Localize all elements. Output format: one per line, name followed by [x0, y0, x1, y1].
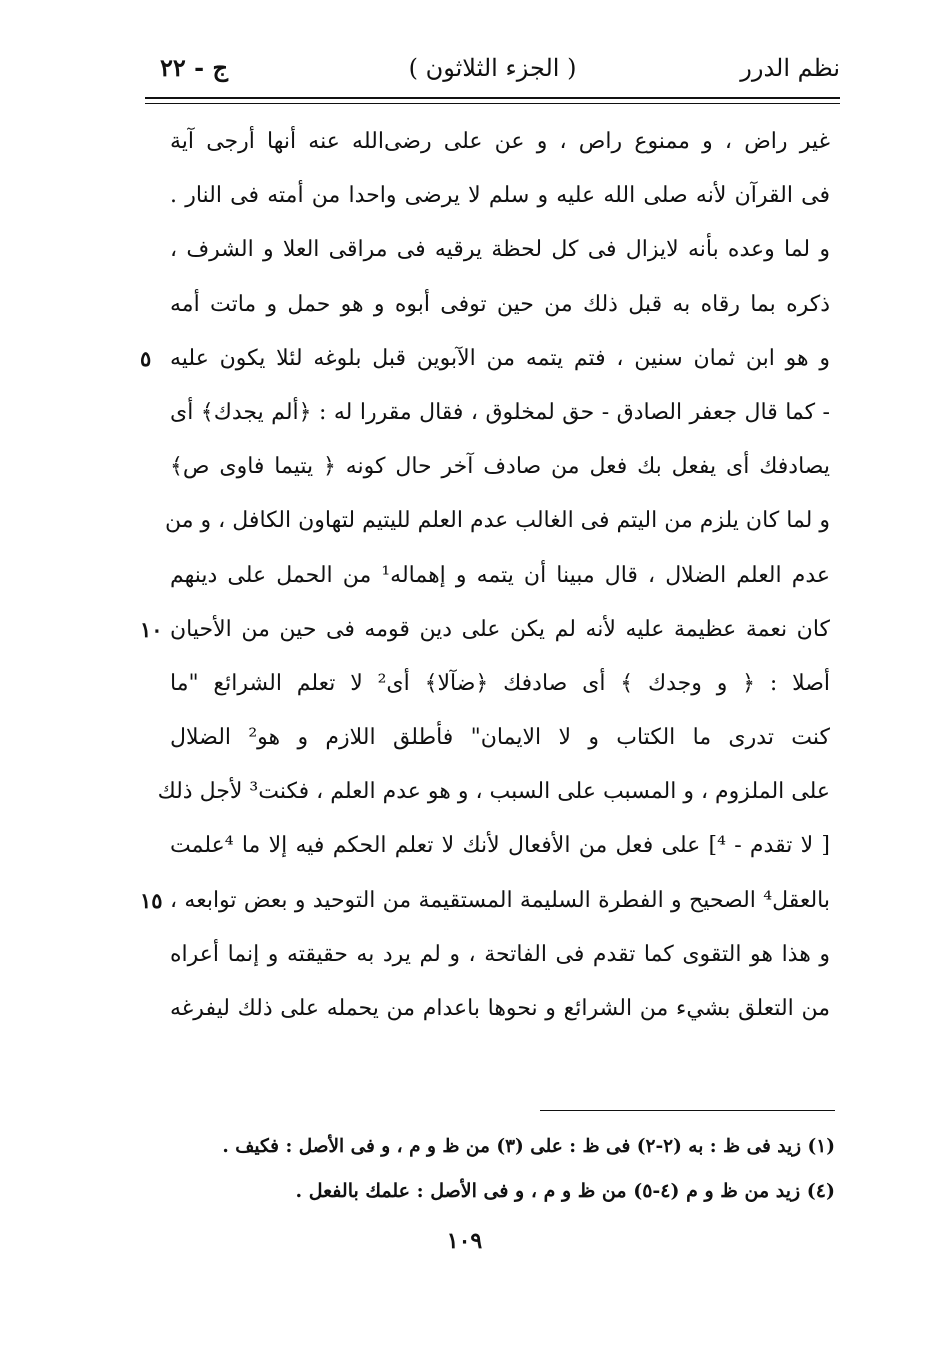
- running-head-book-title: نظم الدرر: [740, 54, 840, 82]
- text-line: [170, 169, 830, 223]
- text-line: [170, 549, 830, 603]
- footnote-rule: [540, 1110, 835, 1111]
- text-line: [170, 982, 830, 1036]
- page-header: [145, 48, 840, 88]
- text-line-content: عدم العلم الضلال ، قال مبينا أن يتمه و إهماله¹ من الحمل على دينهم: [170, 562, 830, 588]
- text-line: [170, 386, 830, 440]
- text-line-content: من التعلق بشيء من الشرائع و نحوها باعدام من يحمله على ذلك ليفرغه: [170, 996, 830, 1021]
- text-line-content: غير راض ، و ممنوع راص ، و عن على رضى‌الله عنه أنها أرجى آية: [170, 129, 830, 154]
- text-line-content: بالعقل⁴ الصحيح و الفطرة السليمة المستقيمة من التوحيد و بعض توابعه ،: [170, 887, 830, 913]
- text-line: [170, 819, 830, 873]
- line-number: ١٠: [140, 616, 163, 642]
- text-line-content: و هو ابن ثمان سنين ، فتم يتمه من الآبوين قبل بلوغه لئلا يكون عليه: [170, 345, 830, 371]
- text-line: [170, 440, 830, 494]
- text-line-content: على الملزوم ، و المسبب على السبب ، و هو عدم العلم ، فكنت³ لأجل ذلك: [157, 779, 830, 805]
- line-number: ٥: [140, 345, 152, 371]
- text-line-content: و لما وعده بأنه لايزال فى كل لحظة يرقيه فى مراقى العلا و الشرف ،: [170, 237, 830, 263]
- text-line-content: أصلا : ﴿ و وجدك ﴾ أى صادفك ﴿ضآلا﴾ أى² لا تعلم الشرائع "ما: [170, 670, 830, 696]
- text-line: [170, 223, 830, 277]
- text-line: [157, 765, 830, 819]
- footnote: (٤) زيد من ظ و م (٤-٥) من ظ و م ، و فى الأصل : علمك بالفعل .: [295, 1180, 835, 1202]
- text-line-content: ذكره بما رقاه به قبل ذلك من حين توفى أبوه و هو حمل و ماتت أمه: [170, 291, 830, 317]
- text-line-content: فى القرآن لأنه صلى الله عليه و سلم لا يرضى واحدا من أمته فى النار .: [170, 183, 830, 209]
- text-line: [170, 115, 830, 169]
- header-rule-thin: [145, 103, 840, 104]
- page-number: ١٠٩: [446, 1228, 483, 1254]
- text-line: [165, 494, 830, 548]
- running-head-part: ( الجزء الثلاثون ): [408, 54, 577, 82]
- text-line-content: يصادفك أى يفعل بك فعل من صادف آخر حال كونه ﴿ يتيما فاوى ص﴾: [170, 454, 830, 480]
- text-line-content: و لما كان يلزم من اليتم فى الغالب عدم العلم لليتيم لتهاون الكافل ، و من: [165, 508, 830, 534]
- text-line: [170, 657, 830, 711]
- text-line: [140, 603, 830, 657]
- text-line-content: - كما قال جعفر الصادق - حق لمخلوق ، فقال مقررا له : ﴿ألم يجدك﴾ أى: [170, 399, 830, 425]
- text-line: [140, 332, 830, 386]
- text-line: [140, 874, 830, 928]
- text-line-content: كنت تدرى ما الكتاب و لا الايمان" فأطلق اللازم و هو² الضلال: [170, 725, 830, 751]
- header-rule: [145, 97, 840, 99]
- text-line: [170, 278, 830, 332]
- text-line: [170, 928, 830, 982]
- text-line-content: كان نعمة عظيمة عليه لأنه لم يكن على دين قومه فى حين من الأحيان: [170, 616, 830, 642]
- text-line: [170, 711, 830, 765]
- footnotes: [220, 1125, 835, 1213]
- footnote: (١) زيد فى ظ : به (٢-٢) فى ظ : على (٣) من ظ و م ، و فى الأصل : فكيف .: [222, 1136, 835, 1157]
- text-line-content: و هذا هو التقوى كما تقدم فى الفاتحة ، و لم يرد به حقيقته و إنما أعراه: [170, 941, 830, 967]
- line-number: ١٥: [140, 887, 163, 913]
- text-line-content: [ لا تقدم - ⁴] على فعل من الأفعال لأنك لا تعلم الحكم فيه إلا ما ⁴علمت: [170, 833, 830, 859]
- running-head-volume: ج - ٢٢: [160, 53, 228, 82]
- body-text: [140, 115, 830, 1036]
